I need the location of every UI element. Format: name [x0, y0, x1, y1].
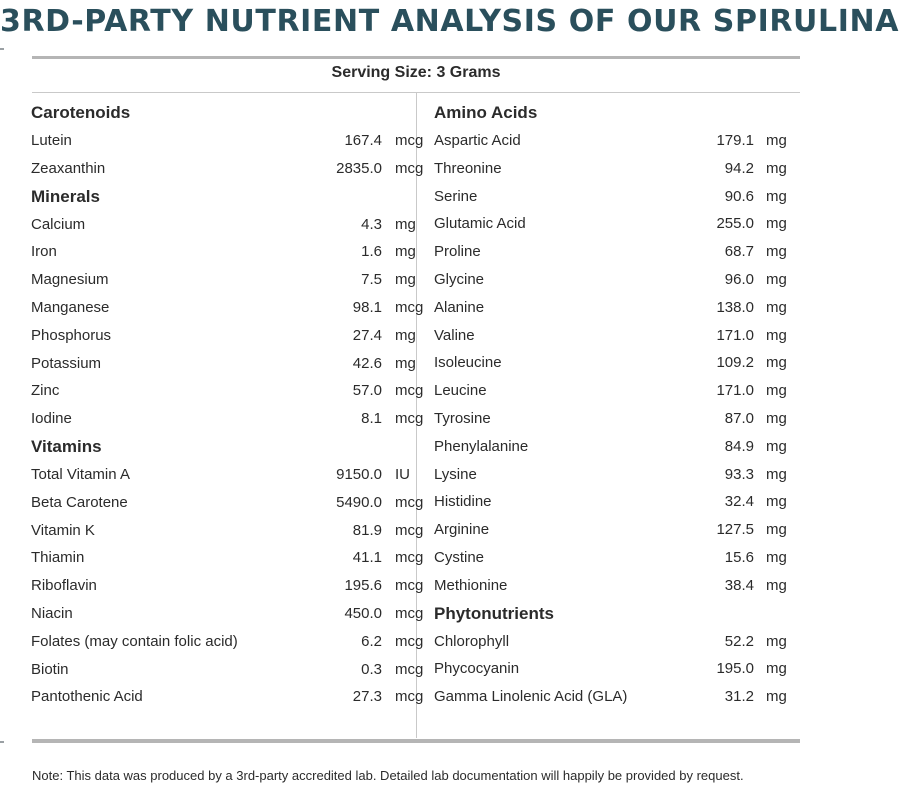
nutrient-unit: IU	[395, 465, 410, 483]
nutrient-unit: mg	[766, 521, 787, 539]
nutrient-amount: 7.5	[361, 271, 382, 289]
nutrient-amount: 6.2	[361, 632, 382, 650]
section-heading-vitamins: Vitamins	[31, 436, 102, 456]
nutrient-row	[31, 461, 410, 489]
nutrient-amount: 171.0	[716, 326, 754, 344]
nutrient-name: Tyrosine	[434, 409, 491, 427]
nutrient-amount: 450.0	[344, 604, 382, 622]
nutrient-name: Thiamin	[31, 549, 85, 567]
nutrient-row	[434, 628, 792, 656]
nutrient-row	[434, 405, 792, 433]
nutrient-name: Gamma Linolenic Acid (GLA)	[434, 688, 628, 706]
nutrient-row	[31, 155, 424, 183]
nutrient-amount: 42.6	[352, 354, 382, 372]
nutrient-amount: 0.3	[361, 660, 382, 678]
nutrient-amount: 96.0	[724, 270, 754, 288]
nutrient-row	[31, 405, 424, 433]
nutrient-amount: 5490.0	[336, 493, 382, 511]
table-bottom-rule	[32, 739, 800, 743]
nutrient-name: Phycocyanin	[434, 660, 520, 678]
nutrient-row	[434, 461, 792, 489]
nutrient-name: Cystine	[434, 548, 485, 566]
nutrient-amount: 41.1	[352, 549, 382, 567]
nutrient-unit: mg	[766, 548, 787, 566]
nutrient-row	[434, 655, 792, 683]
nutrient-unit: mg	[766, 187, 787, 205]
nutrient-amount: 90.6	[724, 187, 754, 205]
nutrient-row	[31, 517, 424, 545]
nutrient-name: Iron	[31, 243, 57, 261]
nutrient-name: Beta Carotene	[31, 493, 128, 511]
nutrient-unit: mcg	[395, 382, 424, 400]
nutrient-unit: mcg	[395, 632, 424, 650]
nutrient-amount: 93.3	[724, 465, 754, 483]
nutrient-row	[31, 350, 416, 378]
nutrient-row	[31, 544, 424, 572]
nutrient-amount: 57.0	[352, 382, 382, 400]
nutrient-unit: mcg	[395, 604, 424, 622]
nutrient-unit: mg	[766, 660, 787, 678]
nutrient-name: Iodine	[31, 410, 72, 428]
nutrient-name: Alanine	[434, 298, 485, 316]
nutrient-unit: mg	[766, 688, 787, 706]
nutrient-unit: mcg	[395, 493, 424, 511]
nutrient-amount: 167.4	[344, 132, 382, 149]
nutrient-row	[31, 489, 424, 517]
nutrient-row	[31, 683, 424, 711]
nutrient-name: Aspartic Acid	[434, 132, 521, 149]
nutrient-name: Niacin	[31, 604, 73, 622]
nutrient-row	[434, 349, 792, 377]
nutrient-name: Vitamin K	[31, 521, 95, 539]
section-heading-minerals: Minerals	[31, 186, 100, 206]
nutrient-row	[434, 155, 792, 183]
nutrient-row	[434, 322, 792, 350]
nutrient-unit: mg	[766, 409, 787, 427]
nutrient-name: Magnesium	[31, 271, 109, 289]
nutrient-amount: 15.6	[724, 548, 754, 566]
nutrient-unit: mg	[766, 382, 787, 400]
nutrient-amount: 195.0	[716, 660, 754, 678]
nutrient-amount: 98.1	[352, 298, 382, 316]
nutrient-name: Folates (may contain folic acid)	[31, 632, 238, 650]
nutrient-row	[31, 600, 424, 628]
nutrient-unit: mg	[395, 354, 416, 372]
nutrient-amount: 138.0	[716, 298, 754, 316]
nutrient-amount: 171.0	[716, 382, 754, 400]
nutrient-name: Zeaxanthin	[31, 159, 106, 177]
nutrient-row	[434, 544, 792, 572]
nutrient-unit: mg	[395, 215, 416, 233]
nutrient-name: Glycine	[434, 270, 485, 288]
nutrient-unit: mcg	[395, 660, 424, 678]
nutrient-amount: 81.9	[352, 521, 382, 539]
nutrient-row	[31, 572, 424, 600]
edge-tick-top	[0, 48, 4, 50]
nutrient-unit: mcg	[395, 521, 424, 539]
nutrient-amount: 87.0	[724, 409, 754, 427]
nutrient-name: Phosphorus	[31, 326, 112, 344]
nutrient-unit: mg	[395, 243, 416, 261]
nutrient-unit: mg	[766, 465, 787, 483]
nutrient-unit: mg	[766, 243, 787, 261]
nutrient-name: Valine	[434, 326, 475, 344]
page-title: 3RD-PARTY NUTRIENT ANALYSIS OF OUR SPIRULINA	[0, 4, 899, 39]
nutrient-name: Lysine	[434, 465, 477, 483]
nutrient-row	[434, 377, 792, 405]
nutrient-name: Methionine	[434, 576, 508, 594]
nutrient-unit: mcg	[395, 159, 424, 177]
nutrient-unit: mcg	[395, 577, 424, 595]
nutrient-name: Manganese	[31, 298, 110, 316]
nutrient-unit: mg	[766, 215, 787, 233]
nutrient-amount: 8.1	[361, 410, 382, 428]
table-top-rule	[32, 56, 800, 59]
nutrient-row	[434, 266, 792, 294]
nutrient-row	[434, 683, 792, 711]
nutrient-unit: mcg	[395, 132, 424, 149]
nutrient-row	[31, 211, 416, 239]
nutrient-unit: mg	[766, 493, 787, 511]
nutrient-amount: 27.4	[352, 326, 382, 344]
right-nutrient-column	[434, 99, 792, 711]
nutrient-row	[31, 656, 424, 684]
section-heading-phytonutrients: Phytonutrients	[434, 603, 554, 623]
nutrient-unit: mg	[766, 437, 787, 455]
nutrient-row	[434, 238, 792, 266]
nutrient-name: Leucine	[434, 382, 487, 400]
nutrient-amount: 27.3	[352, 688, 382, 706]
nutrient-amount: 255.0	[716, 215, 754, 233]
nutrient-name: Arginine	[434, 521, 490, 539]
nutrient-amount: 68.7	[724, 243, 754, 261]
nutrient-unit: mg	[395, 326, 416, 344]
nutrient-row	[31, 127, 424, 155]
nutrient-amount: 109.2	[716, 354, 754, 372]
nutrient-name: Threonine	[434, 159, 502, 177]
nutrient-amount: 32.4	[724, 493, 754, 511]
nutrient-unit: mg	[766, 132, 787, 149]
nutrient-name: Phenylalanine	[434, 437, 529, 455]
nutrient-unit: mg	[766, 270, 787, 288]
nutrient-row	[434, 127, 792, 155]
nutrient-row	[31, 322, 416, 350]
nutrient-row	[31, 294, 424, 322]
nutrient-amount: 52.2	[724, 632, 754, 650]
nutrient-row	[31, 628, 424, 656]
nutrient-row	[434, 183, 792, 211]
nutrient-amount: 9150.0	[336, 465, 382, 483]
nutrient-unit: mg	[395, 271, 416, 289]
nutrient-amount: 38.4	[724, 576, 754, 594]
nutrient-name: Serine	[434, 187, 478, 205]
nutrient-row	[434, 294, 792, 322]
nutrient-name: Potassium	[31, 354, 102, 372]
nutrient-amount: 4.3	[361, 215, 382, 233]
nutrient-name: Isoleucine	[434, 354, 502, 372]
nutrient-row	[434, 516, 792, 544]
edge-tick-bottom	[0, 741, 4, 743]
nutrient-unit: mg	[766, 632, 787, 650]
serving-size-label: Serving Size: 3 Grams	[331, 64, 501, 81]
nutrient-name: Proline	[434, 243, 481, 261]
nutrient-unit: mcg	[395, 298, 424, 316]
section-heading-amino-acids: Amino Acids	[434, 103, 538, 122]
nutrient-name: Riboflavin	[31, 577, 97, 595]
nutrient-name: Glutamic Acid	[434, 215, 526, 233]
nutrient-name: Lutein	[31, 132, 72, 149]
footnote: Note: This data was produced by a 3rd-party accredited lab. Detailed lab documentation will happily be provided by request.	[32, 768, 744, 783]
nutrient-amount: 179.1	[716, 132, 754, 149]
nutrient-name: Total Vitamin A	[31, 465, 130, 483]
nutrient-amount: 31.2	[724, 688, 754, 706]
nutrient-name: Pantothenic Acid	[31, 688, 143, 706]
nutrient-unit: mg	[766, 159, 787, 177]
nutrient-unit: mg	[766, 576, 787, 594]
nutrient-row	[31, 238, 416, 266]
nutrient-name: Histidine	[434, 493, 492, 511]
nutrient-row	[434, 572, 792, 600]
nutrient-unit: mg	[766, 298, 787, 316]
nutrient-row	[434, 488, 792, 516]
nutrient-row	[434, 210, 792, 238]
nutrient-row	[31, 377, 424, 405]
nutrient-name: Zinc	[31, 382, 60, 400]
section-heading-carotenoids: Carotenoids	[31, 103, 131, 122]
nutrient-name: Calcium	[31, 215, 86, 233]
nutrient-unit: mcg	[395, 410, 424, 428]
nutrient-row	[434, 433, 792, 461]
nutrient-unit: mg	[766, 326, 787, 344]
nutrient-row	[31, 266, 416, 294]
nutrient-unit: mcg	[395, 688, 424, 706]
nutrient-amount: 1.6	[361, 243, 382, 261]
nutrient-amount: 127.5	[716, 521, 754, 539]
nutrient-name: Chlorophyll	[434, 632, 510, 650]
nutrient-amount: 195.6	[344, 577, 382, 595]
nutrient-unit: mg	[766, 354, 787, 372]
nutrient-amount: 84.9	[724, 437, 754, 455]
nutrient-amount: 94.2	[724, 159, 754, 177]
nutrient-unit: mcg	[395, 549, 424, 567]
nutrient-name: Biotin	[31, 660, 69, 678]
nutrient-amount: 2835.0	[336, 159, 382, 177]
left-nutrient-column	[31, 99, 424, 711]
